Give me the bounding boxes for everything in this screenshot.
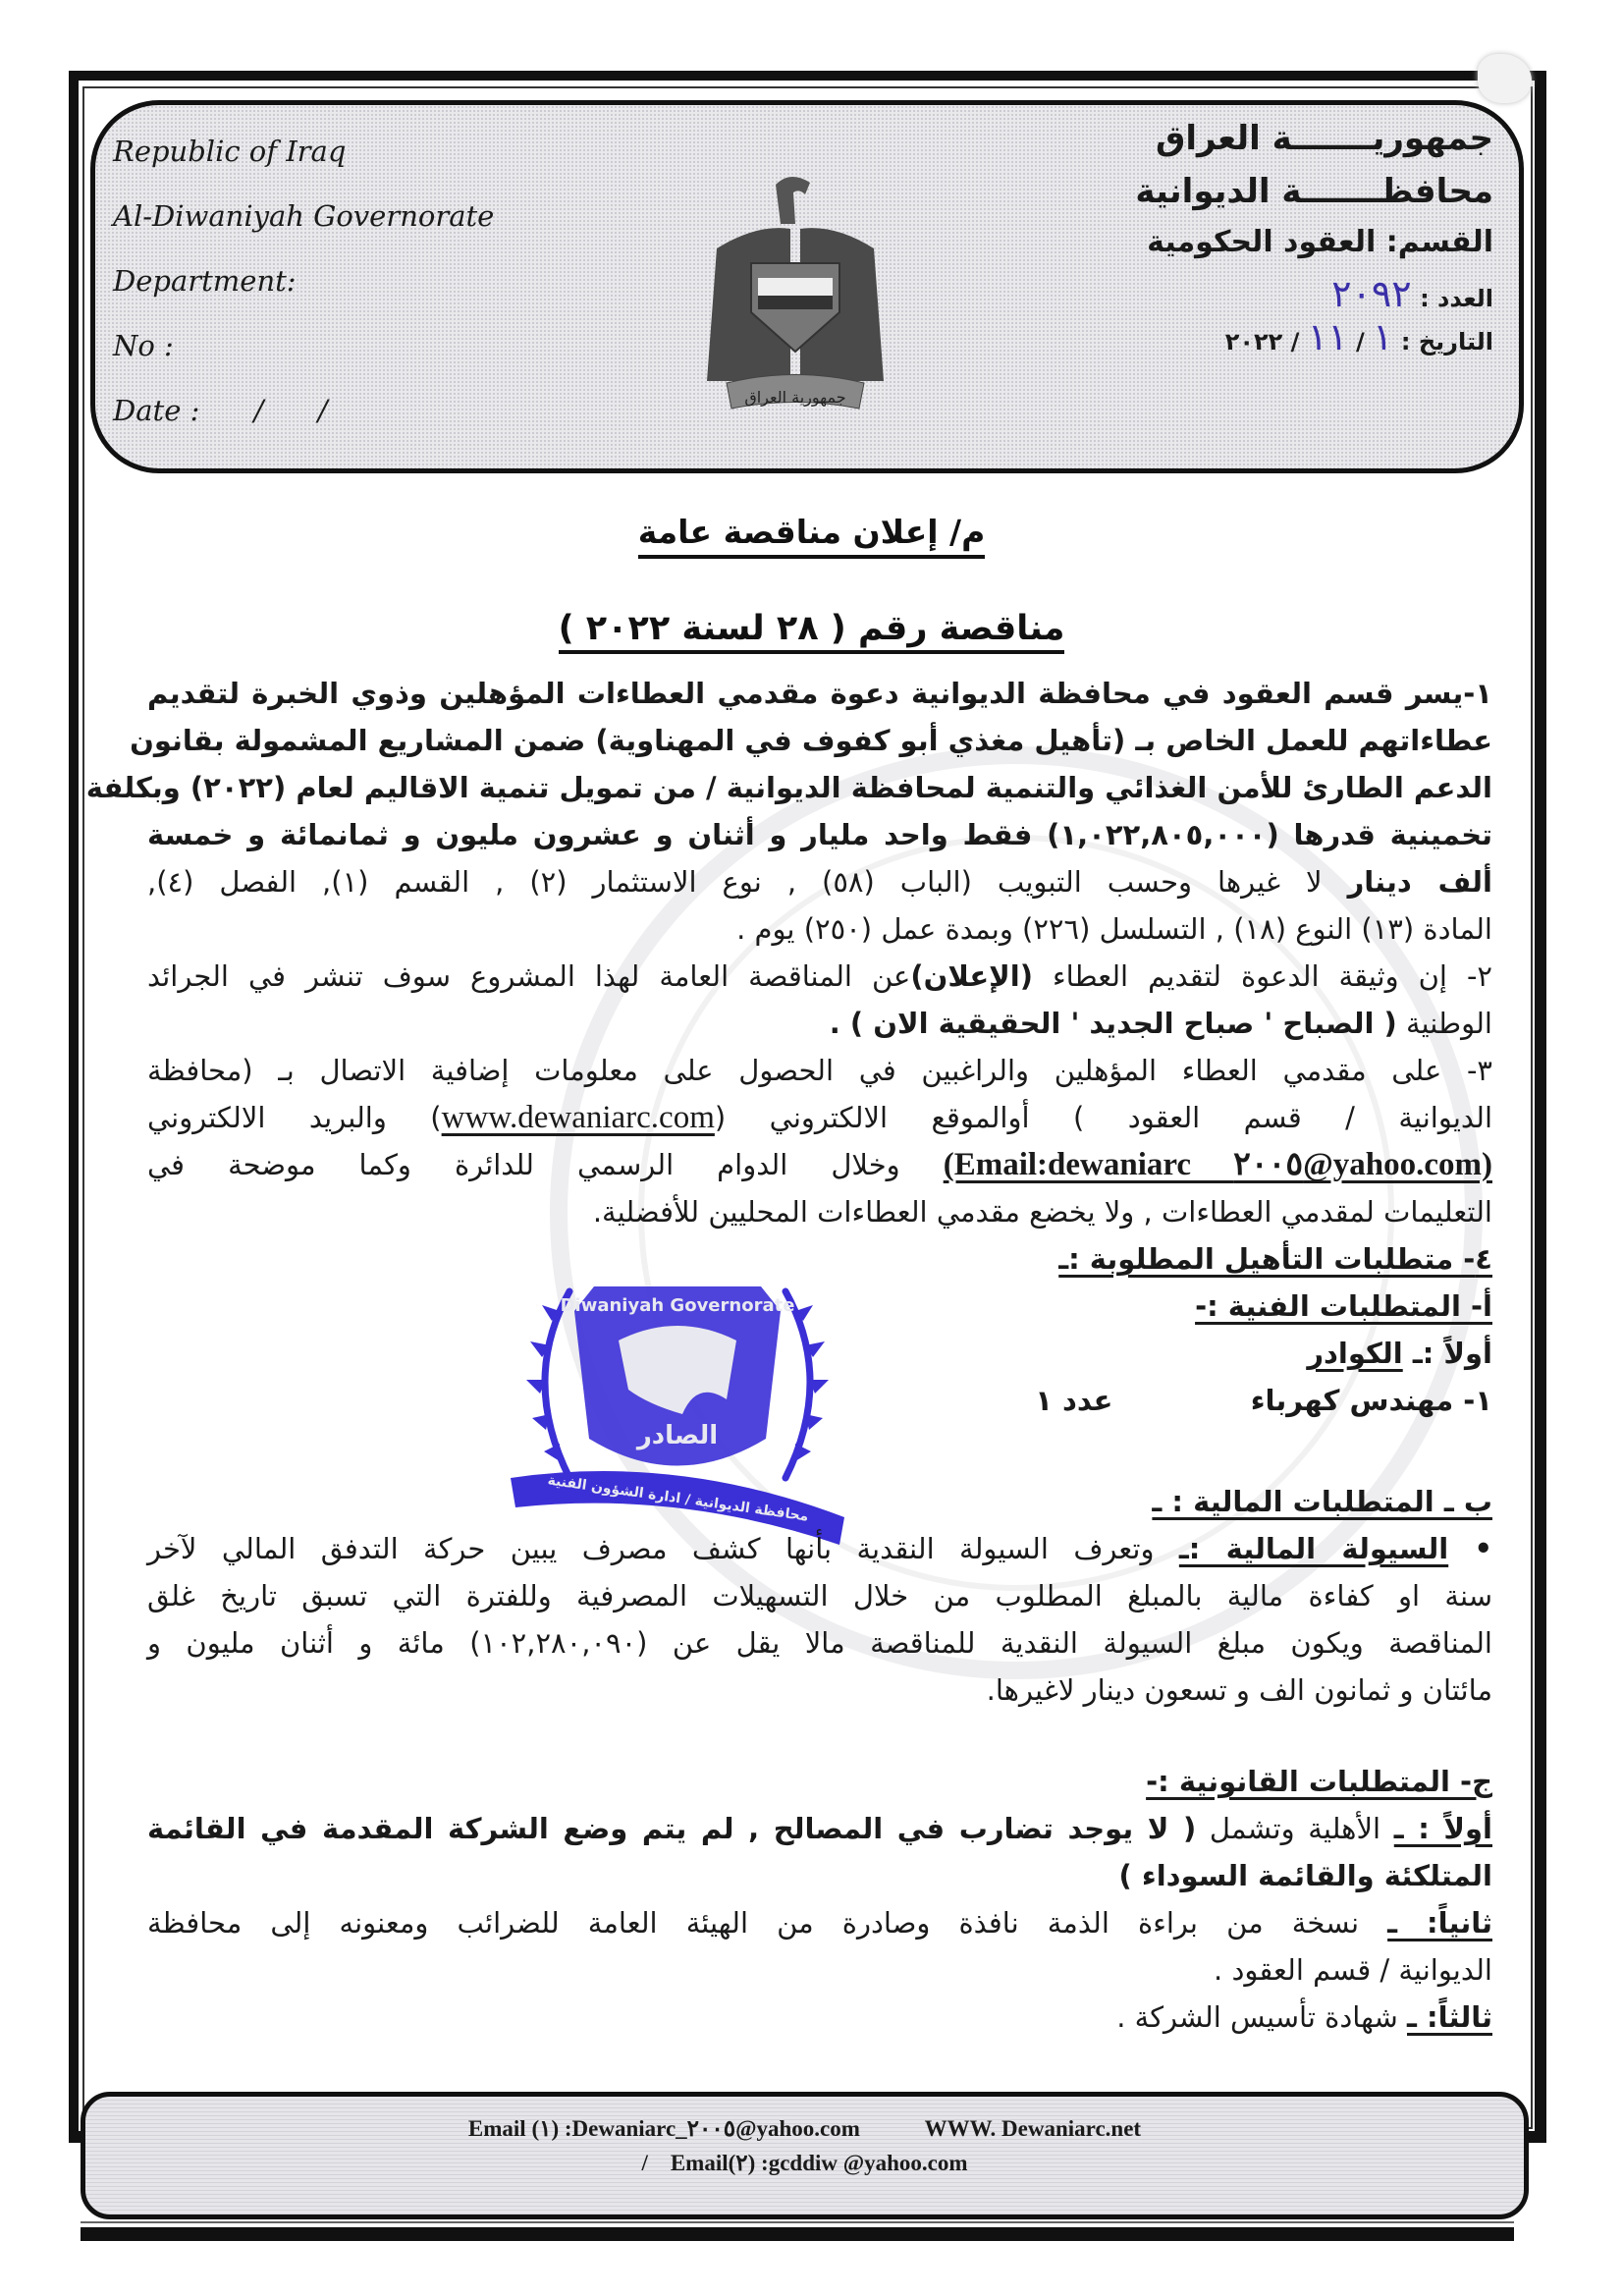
section-c-line: الديوانية / قسم العقود . [1214, 1953, 1492, 1987]
stamp-ribbon-text: محافظة الديوانية / ادارة الشؤون الفنية [546, 1472, 810, 1525]
para1-line: ألف دينار لا غيرها وحسب التبويب (الباب (٥٨) , نوع الاستثمار (٢) , القسم (١), الفصل (٤), [147, 865, 1492, 899]
footer-contact-box [81, 2092, 1529, 2219]
stamp-center-text: الصادر [636, 1421, 719, 1450]
para3-line: التعليمات لمقدمي العطاءات , ولا يخضع مقدمي العطاءات المحليين للأفضلية. [592, 1195, 1492, 1229]
para3-line: الديوانية / قسم العقود ) أوالموقع الالكتروني (www.dewaniarc.com) والبريد الالكتروني [147, 1100, 1493, 1135]
section-c-line: ثالثاً: ـ شهادة تأسيس الشركة . [1116, 2000, 1492, 2034]
date-en: Date : / / [113, 394, 328, 427]
section-c-line: ثانياً: ـ نسخة من براءة الذمة نافذة وصادرة من الهيئة العامة للضرائب ومعنونه إلى محافظة [147, 1906, 1492, 1940]
website-link[interactable]: www.dewaniarc.com [441, 1100, 715, 1135]
number-ar [1135, 272, 1493, 315]
iraq-eagle-emblem-icon [697, 155, 893, 420]
date-year: / ٢٠٢٢ [1224, 328, 1300, 355]
footer-email-1[interactable]: Email (١) :Dewaniarc_٢٠٠٥@yahoo.com [467, 2116, 860, 2141]
emblem-caption: جمهورية العراق [744, 388, 846, 407]
para2-line: ٢- إن وثيقة الدعوة لتقديم العطاء (الإعلان)عن المناقصة العامة لهذا المشروع سوف تنشر في الجرائد [147, 959, 1492, 993]
date-day: ١ [1373, 315, 1393, 358]
country-ar: جمهوريـــــــة العراق [1155, 119, 1493, 158]
department-label: القسم: [1385, 225, 1493, 259]
bottom-rule-thick [81, 2227, 1514, 2241]
section-b-line: • السيولة المالية :ـ وتعرف السيولة النقدية بأنها كشف مصرف يبين حركة التدفق المالي لآخر [147, 1532, 1493, 1565]
section-b [147, 1478, 1492, 1714]
footer-line-1 [85, 2116, 1524, 2142]
number-label: العدد : [1420, 285, 1493, 312]
footer-email-2[interactable]: / Email(٢) :gcddiw @yahoo.com [641, 2151, 968, 2175]
number-handwritten: ٢٠٩٢ [1331, 272, 1412, 315]
department-ar [1135, 225, 1493, 272]
governorate-ar: محافظـــــــة الديوانية [1135, 172, 1493, 211]
bullet-icon: • [1448, 1532, 1493, 1565]
number-en: No : [113, 329, 174, 362]
email-link[interactable]: (Email:dewaniarc ٢٠٠٥@yahoo.com) [943, 1147, 1492, 1182]
para1-line: تخمينية قدرها (١,٠٢٢,٨٠٥,٠٠٠) فقط واحد مليار و أثنان و عشرون مليون و ثمانمائة و خمسة [147, 818, 1492, 851]
letterhead-english [113, 135, 494, 459]
section4-heading: ٤- متطلبات التأهيل المطلوبة :ـ [1058, 1242, 1492, 1276]
section-b-line: سنة او كفاءة مالية بالمبلغ المطلوب من خلال التسهيلات المصرفية وللفترة التي تسبق تاريخ غلق [147, 1579, 1492, 1613]
department-value: العقود الحكومية [1147, 225, 1377, 259]
para1-line: المادة (١٣) النوع (١٨) , التسلسل (٢٢٦) وبمدة عمل (٢٥٠) يوم . [736, 912, 1492, 946]
para1-line: عطاءاتهم للعمل الخاص بـ (تأهيل مغذي أبو كفوف في المهناوية) ضمن المشاريع المشمولة بقانون [130, 724, 1492, 757]
section-b-heading: ب ـ المتطلبات المالية : ـ [1152, 1485, 1492, 1518]
para3-line: ٣- على مقدمي العطاء المؤهلين والراغبين في الحصول على معلومات إضافية الاتصال بـ (محافظة [147, 1054, 1492, 1087]
section4-a-heading: أ- المتطلبات الفنية :- [1195, 1289, 1492, 1323]
section-c-line: المتلكئة والقائمة السوداء ) [1118, 1859, 1492, 1892]
para1-line: الدعم الطارئ للأمن الغذائي والتنمية لمحافظة الديوانية / من تمويل تنمية الاقاليم لعام (٢٠٢٢) وبكلفة [85, 771, 1492, 804]
section4-first: أولاً :ـ الكوادر [1307, 1337, 1492, 1370]
paragraph-2 [147, 953, 1492, 1047]
section-c [147, 1758, 1492, 2041]
section-c-line: أولاً : ـ الأهلية وتشمل ( لا يوجد تضارب في المصالح , لم يتم وضع الشركة المقدمة في القائمة [147, 1812, 1492, 1845]
section-b-line: المناقصة ويكون مبلغ السيولة النقدية للمناقصة مالا يقل عن (١٠٢,٢٨٠,٠٩٠) مائة و أثنان مليون و [147, 1626, 1492, 1660]
section4-item: ١- مهندس كهرباء عدد ١ [1035, 1384, 1492, 1417]
paragraph-1 [85, 670, 1492, 953]
paper-tear-mark [1478, 54, 1532, 103]
paragraph-3 [147, 1047, 1492, 1235]
department-en: Department: [113, 264, 297, 298]
document-title: م/ إعلان مناقصة عامة [0, 513, 1623, 551]
governorate-en: Al-Diwaniyah Governorate [113, 199, 495, 233]
date-month: ١١ [1307, 315, 1348, 358]
bottom-rule-thin [81, 2221, 1514, 2223]
stamp-top-text: Diwaniyah Governorate [560, 1295, 795, 1316]
para1-line: ١-يسر قسم العقود في محافظة الديوانية دعوة مقدمي العطاءات المؤهلين وذوي الخبرة لتقديم [147, 677, 1492, 710]
section-b-line: مائتان و ثمانون الف و تسعون دينار لاغيرها. [986, 1673, 1492, 1707]
section-c-heading: ج- المتطلبات القانونية :- [1146, 1765, 1492, 1798]
date-label: التاريخ : [1400, 328, 1493, 355]
letterhead-arabic [1135, 119, 1493, 358]
para3-line: (Email:dewaniarc ٢٠٠٥@yahoo.com) وخلال الدوام الرسمي للدائرة وكما موضحة في [147, 1147, 1492, 1182]
footer-website[interactable]: WWW. Dewaniarc.net [924, 2116, 1142, 2141]
date-ar: التاريخ : ١ / ١١ / ٢٠٢٢ [1224, 315, 1493, 358]
tender-number-title: مناقصة رقم ( ٢٨ لسنة ٢٠٢٢ ) [0, 609, 1623, 648]
para2-line: الوطنية ( الصباح ' صباح الجديد ' الحقيقية الان ) . [829, 1007, 1492, 1040]
country-en: Republic of Iraq [113, 135, 347, 168]
